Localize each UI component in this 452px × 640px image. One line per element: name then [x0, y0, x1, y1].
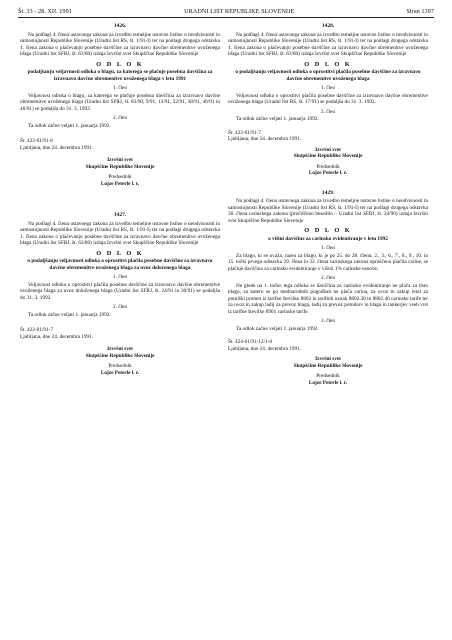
signatory-name: Lojze Peterle l. r.	[100, 180, 140, 187]
article-heading: 3. člen	[321, 318, 335, 324]
signatory-name: Lojze Peterle l. r.	[100, 369, 140, 376]
decree-subject: o višini davščine za carinsko evidentiranje v letu 1992	[268, 235, 388, 242]
publication-title: URADNI LIST REPUBLIKE SLOVENIJE	[184, 7, 295, 15]
signatory-body: Izvršni svet	[315, 146, 341, 153]
reference-number: Št. 422-01/91-6	[20, 138, 53, 144]
decree-1427	[20, 212, 220, 376]
decree-title: O D L O K	[304, 60, 352, 68]
article-heading: 1. člen	[321, 85, 335, 91]
signatory-name: Lojze Peterle l. r.	[308, 379, 348, 386]
decree-1429	[228, 190, 428, 387]
article-text: Ta odlok začne veljati 1. januarja 1992.	[28, 122, 111, 129]
right-column	[228, 20, 428, 386]
signatory-name: Lojze Peterle l. r.	[308, 170, 348, 176]
article-text: Ta odlok začne veljati 1. januarja 1992.	[236, 116, 319, 122]
decree-title: O D L O K	[96, 249, 144, 257]
decree-title: O D L O K	[304, 227, 352, 234]
article-heading: 2. člen	[113, 304, 127, 310]
article-heading: 1. člen	[113, 274, 127, 280]
place-date: Ljubljana, dne 24. decembra 1991.	[228, 345, 302, 352]
signatory-role: Predsednik	[108, 363, 132, 369]
decree-number: 1429.	[321, 189, 335, 196]
article-text: Ta odlok začne veljati 1. januarja 1992.	[28, 311, 111, 318]
decree-preamble: Na podlagi 4. člena ustavnega zakona za izvedbo temeljne ustavne listine o neodvisnosti in samostojnosti Republike Slovenije (Uradni list RS, št. 1/91-I) ter na podlagi drugega odstavka 1. člena zakona o plačevanju posebne davščine za izravnavo davčne obremenitve uvoženega blaga (Uradni list SFRJ, št. 63/80) izdaja Izvršni svet Skupščine Republike Slovenije	[20, 220, 220, 246]
article-heading: 2. člen	[321, 275, 335, 281]
article-text: Veljavnost odloka o blagu, za katerega se plačuje posebna davščina za izravnavo davčne obremenitve uvoženega blaga (Uradni list SFRJ, št. 83/90, 9/91, 13/91, 22/91, 38/91, 40/91 in 46/91) se podaljša do 31. 3. 1992.	[20, 92, 220, 112]
signatory-body-full: Skupščine Republike Slovenije	[293, 362, 363, 369]
signatory-role: Predsednik	[316, 163, 340, 170]
decree-preamble: Na podlagi 4. člena ustavnega zakona za izvedbo temeljne ustavne listine o neodvisnosti in samostojnosti Republike Slovenije (Uradni list RS, št. 1/91-I) ter na podlagi drugega odstavka 36. člena carinskega zakona (prečiščeno besedilo – Uradni list SFRJ, št. 34/90) izdaja Izvršni svet Skupščine Republike Slovenije	[228, 198, 428, 224]
page-number: Stran 1397	[406, 7, 434, 15]
signatory-body: Izvršni svet	[107, 157, 133, 163]
article-text: Za blago, ki se uvaža, razen za blago, ki je po 25. do 28. členu, 2., 3., 6., 7., 8., 9., 10. in 15. točki prvega odstavka 29. člena in 32. člena carinskega zakona oproščeno plačila carine, se plačuje davščina za carinsko evidentiranje v višini 1% carinske osnove.	[228, 252, 428, 272]
decree-subject: o podaljšanju veljavnosti odloka o oprostitvi plačila posebne davščine za izravnavo davčne obremenitve uvoženega blaga	[235, 69, 421, 82]
article-text: Ne glede na 1. točko tega odloka se davščina za carinsko evidentiranje ne plača za tisto blago, za katero se po mednarodnih pogodbah ne plača carina, za uvoz in zakup letal za potniški promet iz tarifne številke 8802 in tarifnih oznak 8802.30 in 8802.40 carinske tarife ter za uvoz in zakup ladij za prevoz blaga, ladij za prevoz potnikov in blaga in tankerjev vseh vrst iz tarifne številke 8901 carinske tarife.	[228, 282, 428, 315]
reference-number: Št. 422-01/91-7	[20, 327, 53, 333]
place-date: Ljubljana, dne 24. decembra 1991.	[228, 136, 302, 142]
decree-1428	[228, 23, 428, 177]
signatory-role: Predsednik	[316, 373, 340, 379]
article-text: Veljavnost odloka o oprostitvi plačila posebne davščine za izravnavo davčne obremenitve uvoženega blaga (Uradni list RS, št. 17/91) se podaljša do 31. 3. 1992.	[228, 92, 428, 105]
article-heading: 2. člen	[113, 115, 127, 121]
decree-subject: o podaljšanju veljavnosti odloka o oprostitvi plačila posebne davščine za izravnavo davčne obremenitve uvoženega blaga za uvoz določenega blaga	[27, 258, 213, 271]
signatory-body-full: Skupščine Republike Slovenije	[85, 352, 155, 359]
decree-title: O D L O K	[96, 60, 144, 68]
decree-number: 1428.	[321, 23, 335, 29]
article-text: Veljavnost odloka o oprostitvi plačila posebne davščine za izravnavo davčne obremenitve uvoženega blaga za uvoz določenega blaga (Uradni list SFRJ, št. 24/91 in 30/91) se podaljša do 31. 3. 1992.	[20, 281, 220, 301]
decree-1426	[20, 23, 220, 187]
left-column	[20, 20, 220, 376]
issue-label: Št. 33 - 28. XII. 1991	[18, 7, 72, 15]
decree-preamble: Na podlagi 4. člena ustavnega zakona za izvedbo temeljne ustavne listine o neodvisnosti in samostojnosti Republike Slovenije (Uradni list RS, št. 1/91-I) ter na podlagi drugega odstavka 1. člena zakona o plačevanju posebne davščine za izravnavo davčne obremenitve uvoženega blaga (Uradni list SFRJ, št. 63/80) izdaja Izvršni svet Skupščine Republike Slovenije	[20, 31, 220, 57]
signatory-body: Izvršni svet	[107, 346, 133, 352]
decree-subject: podaljšanju veljavnosti odloka o blagu, za katerega se plačuje posebna davščina za izravnavo davčne obremenitve uvoženega blaga v letu 1991	[27, 69, 213, 82]
reference-number: Št. 422-01/91-7	[228, 129, 261, 136]
signatory-body: Izvršni svet	[315, 356, 341, 362]
decree-preamble: Na podlagi 4. člena ustavnega zakona za izvedbo temeljne ustavne listine o neodvisnosti in samostojnosti Republike Slovenije (Uradni list RS, št. 1/91-I) ter na podlagi drugega odstavka 1. člena zakona o plačevanju posebne davščine za izravnavo davčne obremenitve uvoženega blaga (Uradni list SFRJ, št. 63/80) izdaja Izvršni svet Skupščine Republike Slovenije	[228, 31, 428, 57]
decree-number: 1427.	[113, 212, 127, 218]
place-date: Ljubljana, dne 24. decembra 1991.	[20, 144, 94, 151]
article-text: Ta odlok začne veljati 1. januarja 1992.	[236, 325, 319, 332]
article-heading: 2. člen	[321, 108, 335, 115]
article-heading: 1. člen	[113, 85, 127, 91]
signatory-body-full: Skupščine Republike Slovenije	[85, 163, 155, 170]
page-header	[18, 5, 434, 18]
signatory-role: Predsednik	[108, 174, 132, 180]
article-heading: 1. člen	[321, 245, 335, 251]
decree-number: 1426.	[113, 23, 127, 29]
signatory-body-full: Skupščine Republike Slovenije	[293, 153, 363, 159]
place-date: Ljubljana, dne 24. decembra 1991.	[20, 333, 94, 340]
reference-number: Št. 424-01/91-12/1-8	[228, 339, 273, 345]
